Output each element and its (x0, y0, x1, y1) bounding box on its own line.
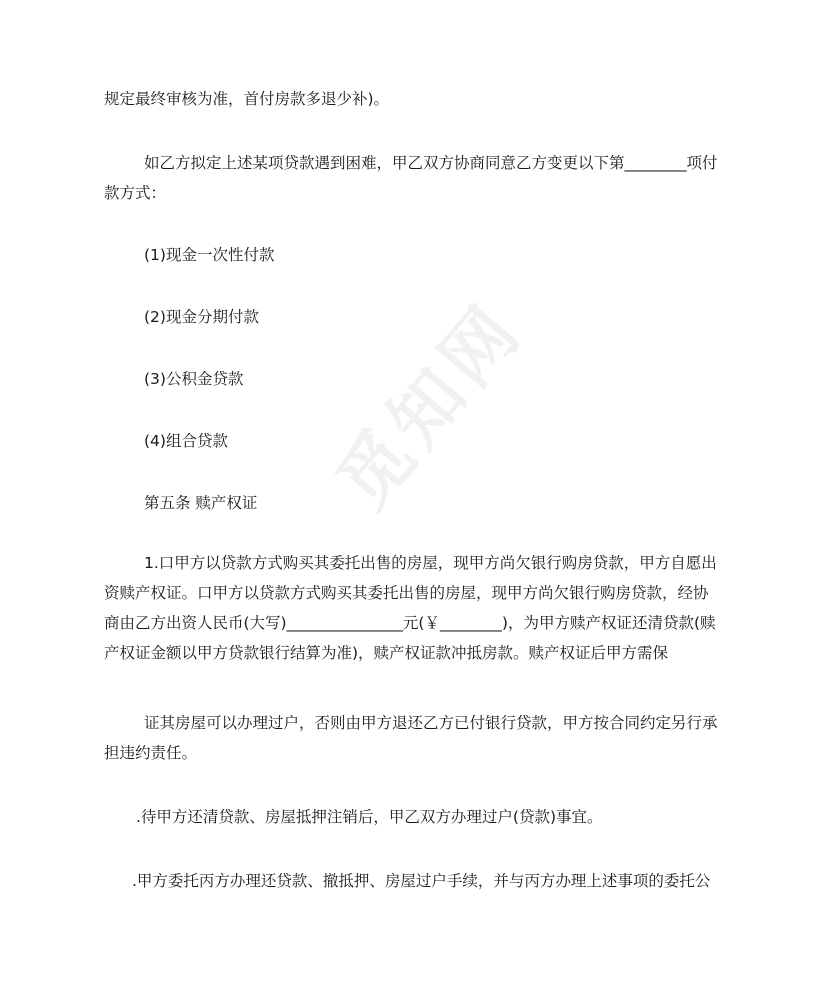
section-title: 第五条 赎产权证 (144, 494, 258, 512)
section-heading (104, 488, 728, 518)
text-line: 如乙方拟定上述某项贷款遇到困难，甲乙双方协商同意乙方变更以下第________项付 (144, 154, 718, 172)
text-line: .待甲方还清贷款、房屋抵押注销后，甲乙双方办理过户(贷款)事宜。 (136, 808, 603, 826)
text-line: 产权证金额以甲方贷款银行结算为准)，赎产权证款冲抵房款。赎产权证后甲方需保 (104, 644, 669, 662)
watermark: 觅知网 (320, 286, 540, 524)
text-line: 商由乙方出资人民币(大写)_______________元(￥________)，为甲方赎产权证还清贷款(赎 (104, 614, 716, 632)
paragraph-5 (104, 364, 728, 394)
paragraph-6 (104, 426, 728, 456)
text-line: 规定最终审核为准，首付房款多退少补)。 (104, 90, 390, 108)
text-line: 款方式： (104, 184, 167, 202)
paragraph-11 (104, 866, 728, 896)
paragraph-9 (104, 708, 728, 768)
paragraph-3 (104, 240, 728, 270)
list-item: (2)现金分期付款 (144, 308, 259, 326)
list-item: (3)公积金贷款 (144, 370, 244, 388)
text-line: 担违约责任。 (104, 744, 198, 762)
text-line: 证其房屋可以办理过户，否则由甲方退还乙方已付银行贷款，甲方按合同约定另行承 (144, 714, 718, 732)
paragraph-1 (104, 84, 728, 114)
list-item: (1)现金一次性付款 (144, 246, 275, 264)
text-line: 1.口甲方以贷款方式购买其委托出售的房屋，现甲方尚欠银行购房贷款，甲方自愿出 (144, 554, 717, 572)
list-item: (4)组合贷款 (144, 432, 228, 450)
paragraph-10 (104, 802, 728, 832)
text-line: .甲方委托丙方办理还贷款、撤抵押、房屋过户手续，并与丙方办理上述事项的委托公 (132, 872, 711, 890)
text-line: 资赎产权证。口甲方以贷款方式购买其委托出售的房屋，现甲方尚欠银行购房贷款，经协 (104, 584, 709, 602)
paragraph-4 (104, 302, 728, 332)
paragraph-2 (104, 148, 728, 208)
paragraph-8 (104, 548, 728, 668)
